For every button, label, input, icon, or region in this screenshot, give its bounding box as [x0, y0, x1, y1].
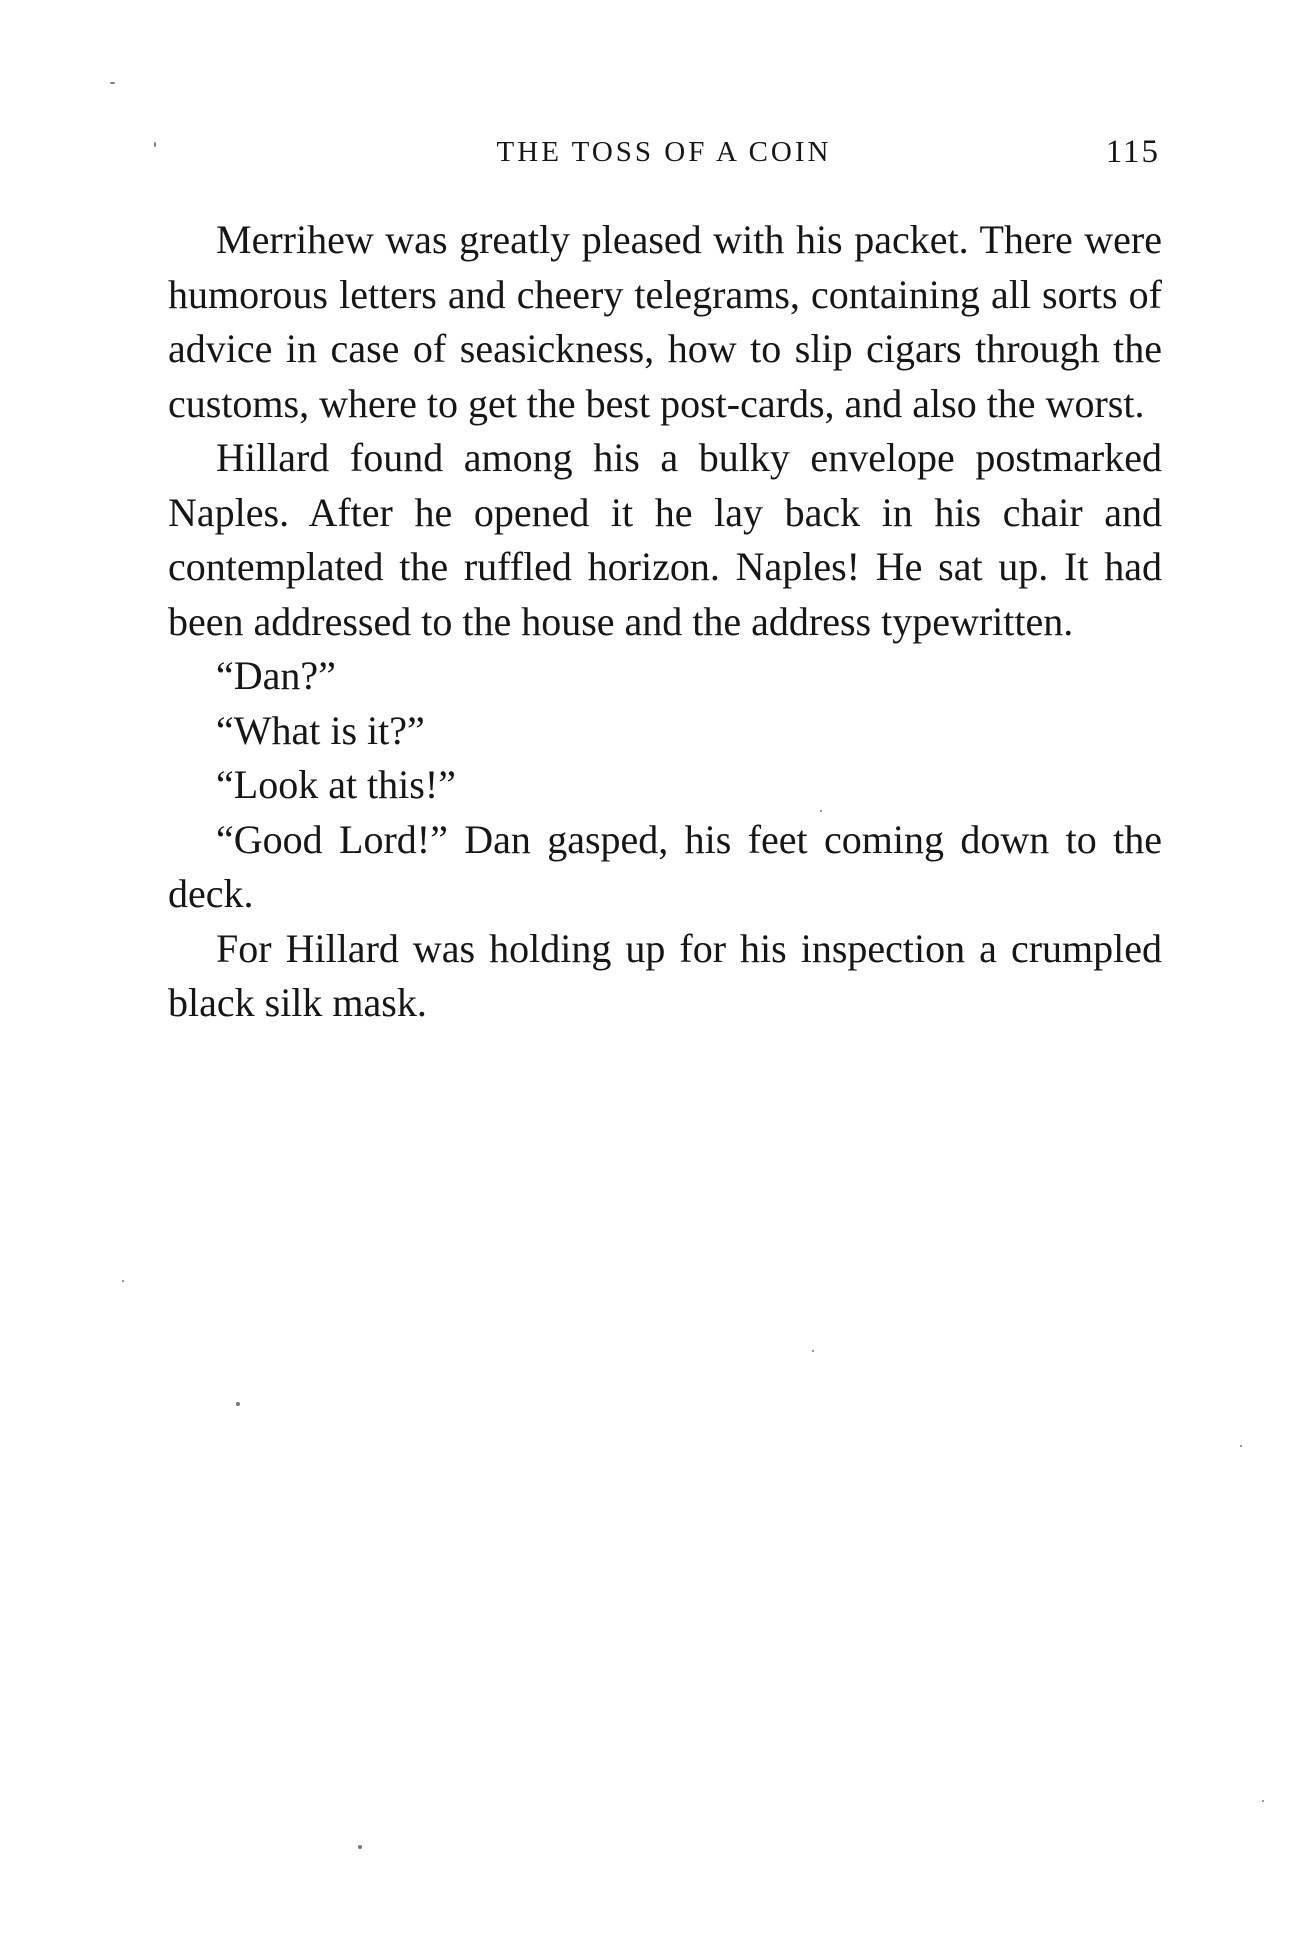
paragraph-mask: For Hillard was holding up for his inspection a crumpled black silk mask. [168, 925, 1162, 1025]
scan-speck [820, 810, 822, 812]
running-title: THE TOSS OF A COIN [496, 136, 832, 168]
page-number: 115 [1105, 134, 1160, 170]
scan-speck [154, 142, 156, 147]
body-text [168, 213, 1162, 1031]
scan-speck [358, 1845, 362, 1849]
dialogue-look-at-this: “Look at this!” [216, 762, 456, 807]
dialogue-what-is-it: “What is it?” [216, 707, 425, 753]
scan-speck [110, 82, 115, 84]
scan-speck [236, 1402, 240, 1406]
paragraph-packet: Merrihew was greatly pleased with his packet. There were humorous letters and cheery telegrams, containing all sorts of advice in case of seasickness, how to slip cigars through the customs, where to get the best post-cards, and also the worst. [168, 217, 1162, 426]
scan-speck [122, 1280, 124, 1282]
dialogue-good-lord: “Good Lord!” Dan gasped, his feet coming down to the deck. [168, 816, 1162, 916]
running-head [168, 132, 1160, 172]
scan-speck [1240, 1445, 1242, 1447]
paragraph-envelope: Hillard found among his a bulky envelope postmarked Naples. After he opened it he lay back in his chair and contemplated the ruffled horizon. Naples! He sat up. It had been addressed to the house and the address typewritten. [168, 435, 1162, 644]
scan-speck [1262, 1800, 1264, 1802]
dialogue-dan: “Dan?” [216, 653, 336, 698]
scan-speck [812, 1350, 814, 1352]
